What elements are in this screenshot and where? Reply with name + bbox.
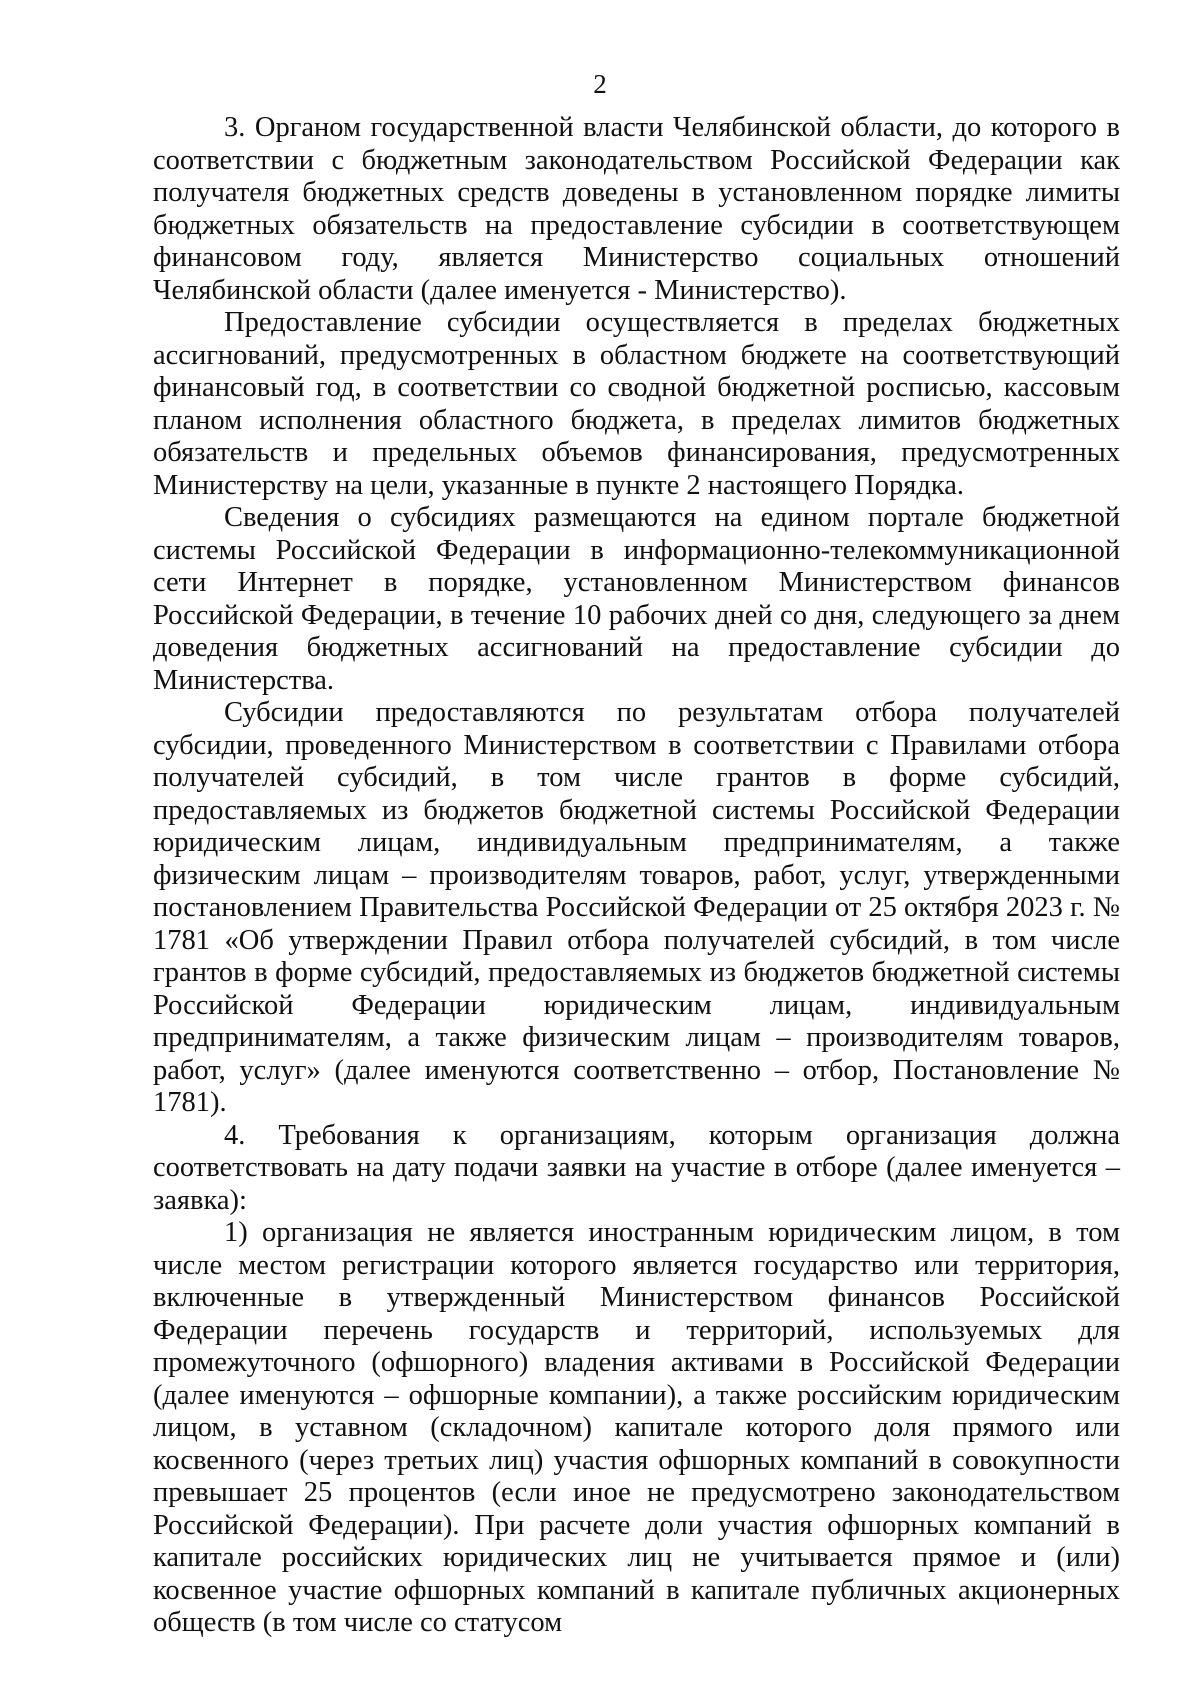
paragraph-item-3: 3. Органом государственной власти Челябинской области, до которого в соответствии с бюджетным законодательством Российской Федерации как получателя бюджетных средств доведены в установленном порядке лимиты бюджетных обязательств на предоставление субсидии в соответствующем финансовом году, является Министерство социальных отношений Челябинской области (далее именуется - Министерство).: [153, 112, 1120, 306]
document-body: [153, 112, 1120, 1640]
paragraph-item-4-requirements: 4. Требования к организациям, которым организация должна соответствовать на дату подачи заявки на участие в отборе (далее именуется – заявка):: [153, 1119, 1120, 1216]
paragraph-subsidy-information: Сведения о субсидиях размещаются на едином портале бюджетной системы Российской Федерации в информационно-телекоммуникационной сети Интернет в порядке, установленном Министерством финансов Российской Федерации, в течение 10 рабочих дней со дня, следующего за днем доведения бюджетных ассигнований на предоставление субсидии до Министерства.: [153, 502, 1120, 696]
paragraph-subsidy-provision: Предоставление субсидии осуществляется в пределах бюджетных ассигнований, предусмотренных в областном бюджете на соответствующий финансовый год, в соответствии со сводной бюджетной росписью, кассовым планом исполнения областного бюджета, в пределах лимитов бюджетных обязательств и предельных объемов финансирования, предусмотренных Министерству на цели, указанные в пункте 2 настоящего Порядка.: [153, 307, 1120, 501]
paragraph-requirement-1: 1) организация не является иностранным юридическим лицом, в том числе местом регистрации которого является государство или территория, включенные в утвержденный Министерством финансов Российской Федерации перечень государств и территорий, используемых для промежуточного (офшорного) владения активами в Российской Федерации (далее именуются – офшорные компании), а также российским юридическим лицом, в уставном (складочном) капитале которого доля прямого или косвенного (через третьих лиц) участия офшорных компаний в совокупности превышает 25 процентов (если иное не предусмотрено законодательством Российской Федерации). При расчете доли участия офшорных компаний в капитале российских юридических лиц не учитывается прямое и (или) косвенное участие офшорных компаний в капитале публичных акционерных обществ (в том числе со статусом: [153, 1217, 1120, 1638]
page-number: 2: [593, 69, 607, 99]
paragraph-subsidy-selection: Субсидии предоставляются по результатам отбора получателей субсидии, проведенного Министерством в соответствии с Правилами отбора получателей субсидий, в том числе грантов в форме субсидий, предоставляемых из бюджетов бюджетной системы Российской Федерации юридическим лицам, индивидуальным предпринимателям, а также физическим лицам – производителям товаров, работ, услуг, утвержденными постановлением Правительства Российской Федерации от 25 октября 2023 г. № 1781 «Об утверждении Правил отбора получателей субсидий, в том числе грантов в форме субсидий, предоставляемых из бюджетов бюджетной системы Российской Федерации юридическим лицам, индивидуальным предпринимателям, а также физическим лицам – производителям товаров, работ, услуг» (далее именуются соответственно – отбор, Постановление № 1781).: [153, 697, 1120, 1118]
